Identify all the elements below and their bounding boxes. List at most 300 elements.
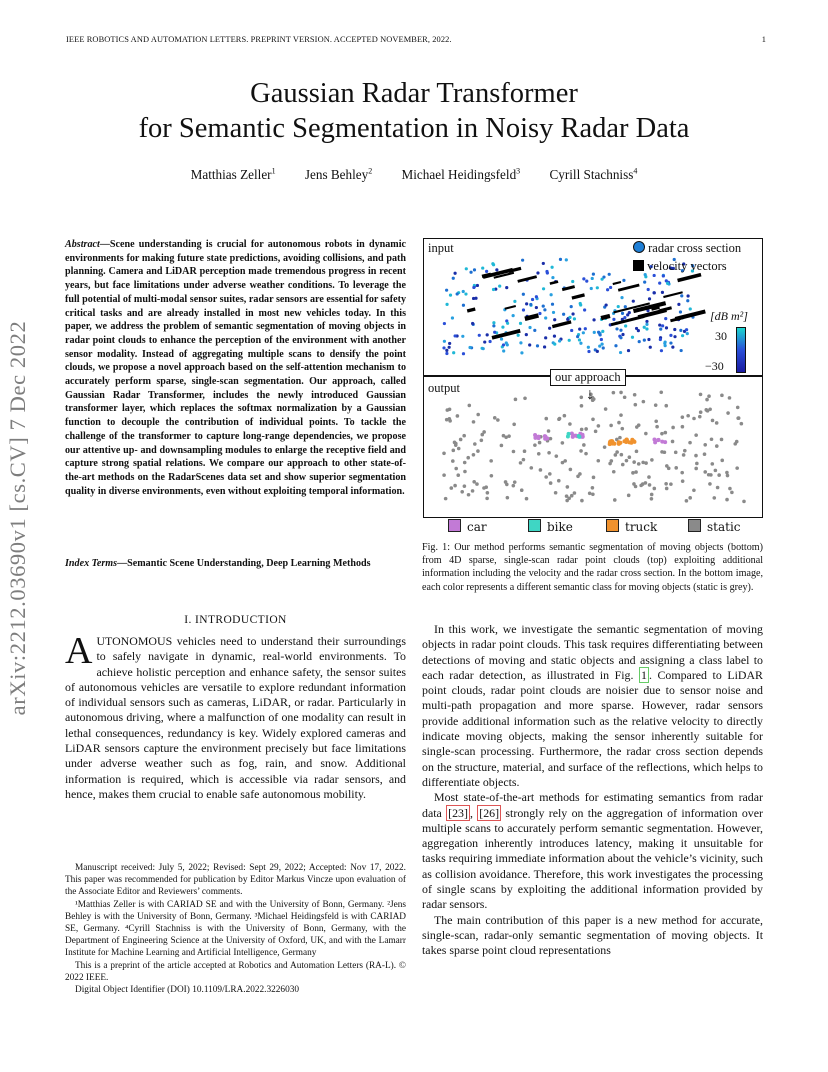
figure-reference-link[interactable]: 1 <box>641 667 647 682</box>
radar-point <box>653 274 656 277</box>
radar-point <box>658 282 661 285</box>
radar-point <box>502 349 505 352</box>
radar-point <box>559 258 562 261</box>
radar-point <box>454 334 457 337</box>
radar-point <box>677 303 680 306</box>
static-point <box>740 422 744 426</box>
static-point <box>463 470 467 474</box>
static-point <box>654 403 658 407</box>
static-point <box>493 416 497 420</box>
static-point <box>730 491 734 495</box>
static-point <box>650 493 654 497</box>
radar-point <box>558 339 561 342</box>
static-point <box>711 419 715 423</box>
radar-point <box>525 302 528 305</box>
static-point <box>644 481 648 485</box>
radar-point <box>673 328 676 331</box>
static-point <box>728 396 732 400</box>
radar-point <box>685 328 688 331</box>
author: Matthias Zeller$^1$ <box>190 167 276 183</box>
author: Michael Heidingsfeld$^3$ <box>401 167 521 183</box>
velocity-vector <box>572 295 585 298</box>
static-point <box>547 429 551 433</box>
footnote: Digital Object Identifier (DOI) 10.1109/LRA.2022.3226030 <box>75 985 300 996</box>
paragraph: The main contribution of this paper is a new method for accurate, single-scan, radar-only semantic segmentation of moving objects. It takes sparse point cloud representations <box>422 912 763 958</box>
radar-point <box>512 314 515 317</box>
legend-bike: bike <box>528 519 573 534</box>
static-point <box>720 459 724 463</box>
page-number: 1 <box>761 35 766 44</box>
radar-point <box>681 334 684 337</box>
radar-point <box>483 340 486 343</box>
radar-point <box>519 322 522 325</box>
static-point <box>596 459 600 463</box>
static-point <box>618 436 622 440</box>
static-point <box>674 466 678 470</box>
radar-point <box>445 303 448 306</box>
static-point <box>603 445 607 449</box>
radar-point <box>451 316 454 319</box>
radar-point <box>506 322 509 325</box>
legend-static: static <box>688 519 741 534</box>
static-point <box>462 434 466 438</box>
static-point <box>733 442 737 446</box>
radar-point <box>680 294 683 297</box>
radar-point <box>579 342 582 345</box>
radar-point <box>525 333 528 336</box>
static-point <box>688 441 692 445</box>
velocity-vector <box>678 275 701 281</box>
radar-point <box>662 274 665 277</box>
radar-point <box>619 336 622 339</box>
legend-rcs <box>633 241 741 256</box>
moving-object-point <box>632 439 636 443</box>
static-point <box>525 497 529 501</box>
radar-point <box>570 329 573 332</box>
static-point <box>537 452 541 456</box>
input-label: input <box>428 241 454 255</box>
static-point <box>565 499 569 503</box>
static-point <box>580 499 584 503</box>
radar-point <box>488 340 491 343</box>
static-point <box>620 427 624 431</box>
static-point <box>631 471 635 475</box>
static-point <box>568 422 572 426</box>
radar-point <box>591 277 594 280</box>
radar-point <box>545 270 548 273</box>
radar-point <box>587 350 590 353</box>
static-point <box>578 472 582 476</box>
radar-point <box>605 303 608 306</box>
radar-point <box>500 337 503 340</box>
static-point <box>442 451 446 455</box>
static-point <box>580 428 584 432</box>
static-point <box>604 407 608 411</box>
approach-label: our approach <box>550 369 626 386</box>
static-point <box>460 490 464 494</box>
radar-point <box>571 312 574 315</box>
radar-point <box>599 333 602 336</box>
static-point <box>617 421 621 425</box>
radar-point <box>571 280 574 283</box>
static-point <box>520 488 524 492</box>
static-point <box>570 494 574 498</box>
static-point <box>580 404 584 408</box>
radar-point <box>456 292 459 295</box>
radar-point <box>544 336 547 339</box>
static-point <box>539 468 543 472</box>
radar-point <box>582 277 585 280</box>
static-point <box>514 398 518 402</box>
radar-point <box>568 339 571 342</box>
static-point <box>707 394 711 398</box>
legend-rcs-label: radar cross section <box>648 241 742 255</box>
radar-point <box>643 281 646 284</box>
static-point <box>563 459 567 463</box>
radar-point <box>686 332 689 335</box>
radar-point <box>462 304 465 307</box>
radar-point <box>635 327 638 330</box>
static-point <box>667 467 671 471</box>
legend-velocity <box>633 259 727 274</box>
static-point <box>699 393 703 397</box>
static-point <box>681 415 685 419</box>
intro-text: UTONOMOUS vehicles need to understand their surroundings to safely navigate in dynamic, real-world environments. To achieve holistic perception and enhance safety, the sensor suites of autonomous vehicles are versatile to explore redundant information of individual sensors such as cameras, LiDAR, or radar. Particularly in autonomous driving, where a malfunction of one modality can result in lethal consequences, redundancy is key. Widely explored cameras and LiDAR sensors capture the environment precisely but face limitations under adverse weather such as fog, rain, and snow. Additional information is required, which is accessible via radar sensors, and hence, makes them crucial to enable safe autonomous mobility. <box>65 634 406 801</box>
radar-point <box>576 335 579 338</box>
radar-point <box>505 286 508 289</box>
static-point <box>610 459 614 463</box>
static-point <box>642 400 646 404</box>
static-point <box>565 494 569 498</box>
radar-point <box>627 349 630 352</box>
radar-point <box>553 343 556 346</box>
author: Cyrill Stachniss$^4$ <box>549 167 638 183</box>
static-point <box>664 482 668 486</box>
static-point <box>582 443 586 447</box>
radar-point <box>602 275 605 278</box>
static-point <box>519 461 523 465</box>
radar-point <box>495 268 498 271</box>
radar-point <box>601 330 604 333</box>
static-point <box>612 391 616 395</box>
static-point <box>592 476 596 480</box>
static-point <box>502 434 506 438</box>
radar-point <box>620 296 623 299</box>
radar-point <box>680 349 683 352</box>
radar-point <box>631 336 634 339</box>
static-point <box>557 479 561 483</box>
static-point <box>665 487 669 491</box>
static-point <box>523 449 527 453</box>
radar-point <box>542 262 545 265</box>
static-point <box>512 422 516 426</box>
static-point <box>442 473 446 477</box>
radar-point <box>445 349 448 352</box>
radar-point <box>649 346 652 349</box>
static-point <box>619 391 623 395</box>
radar-point <box>570 305 573 308</box>
static-point <box>597 424 601 428</box>
radar-point <box>481 266 484 269</box>
static-point <box>523 396 527 400</box>
radar-point <box>464 292 467 295</box>
radar-point <box>453 272 456 275</box>
static-point <box>463 484 467 488</box>
static-point <box>467 404 471 408</box>
static-point <box>726 411 730 415</box>
static-point <box>490 474 494 478</box>
radar-point <box>562 313 565 316</box>
static-point <box>471 489 475 493</box>
radar-point <box>645 327 648 330</box>
static-point <box>500 444 504 448</box>
static-point <box>683 449 687 453</box>
radar-point <box>686 294 689 297</box>
static-point <box>692 488 696 492</box>
static-point <box>737 416 741 420</box>
radar-point <box>679 310 682 313</box>
radar-point <box>638 340 641 343</box>
radar-point <box>486 333 489 336</box>
radar-point <box>448 346 451 349</box>
radar-point <box>478 334 481 337</box>
static-point <box>512 484 516 488</box>
static-point <box>566 485 570 489</box>
radar-point <box>602 346 605 349</box>
radar-point <box>543 308 546 311</box>
radar-point <box>665 326 668 329</box>
static-point <box>703 470 707 474</box>
static-point <box>635 425 639 429</box>
radar-point <box>550 293 553 296</box>
static-point <box>584 452 588 456</box>
moving-object-point <box>617 441 621 445</box>
static-point <box>703 443 707 447</box>
radar-point <box>624 305 627 308</box>
static-point <box>573 491 577 495</box>
static-point <box>454 442 458 446</box>
radar-point <box>590 287 593 290</box>
car-swatch-icon <box>448 519 461 532</box>
static-point <box>681 425 685 429</box>
static-point <box>654 419 658 423</box>
radar-point <box>600 338 603 341</box>
static-point <box>635 450 639 454</box>
radar-point <box>538 312 541 315</box>
static-point <box>548 472 552 476</box>
radar-point <box>491 262 494 265</box>
static-point <box>588 491 592 495</box>
velocity-vector <box>505 306 516 309</box>
static-point <box>484 485 488 489</box>
radar-point <box>608 273 611 276</box>
static-point <box>664 404 668 408</box>
radar-point <box>520 351 523 354</box>
velocity-vector <box>663 292 682 297</box>
static-point <box>720 394 724 398</box>
truck-swatch-icon <box>606 519 619 532</box>
static-point <box>628 455 632 459</box>
radar-point <box>632 300 635 303</box>
citation-link[interactable]: [23] <box>448 805 468 820</box>
static-point <box>561 441 565 445</box>
static-point <box>634 470 638 474</box>
static-swatch-icon <box>688 519 701 532</box>
radar-point <box>468 346 471 349</box>
radar-point <box>592 318 595 321</box>
radar-point <box>522 293 525 296</box>
static-point <box>485 497 489 501</box>
static-point <box>686 414 690 418</box>
static-point <box>725 471 729 475</box>
static-point <box>467 493 471 497</box>
static-point <box>456 473 460 477</box>
static-point <box>448 417 452 421</box>
static-point <box>715 421 719 425</box>
static-point <box>705 398 709 402</box>
radar-point <box>476 284 479 287</box>
static-point <box>620 453 624 457</box>
radar-point <box>587 346 590 349</box>
radar-point <box>671 345 674 348</box>
moving-object-point <box>652 437 656 441</box>
velocity-vector <box>482 274 491 276</box>
radar-point <box>542 287 545 290</box>
radar-point <box>585 279 588 282</box>
static-point <box>457 447 461 451</box>
static-point <box>472 453 476 457</box>
static-point <box>671 426 675 430</box>
radar-point <box>513 300 516 303</box>
static-point <box>555 454 559 458</box>
static-point <box>549 481 553 485</box>
static-point <box>463 461 467 465</box>
static-point <box>476 413 480 417</box>
radar-point <box>473 268 476 271</box>
static-point <box>449 486 453 490</box>
radar-point <box>552 311 555 314</box>
author: Jens Behley$^2$ <box>304 167 373 183</box>
static-point <box>694 433 698 437</box>
radar-point <box>443 322 446 325</box>
velocity-vector <box>613 282 621 284</box>
static-point <box>621 463 625 467</box>
radar-point <box>612 318 615 321</box>
radar-point <box>445 352 448 355</box>
radar-point <box>482 347 485 350</box>
static-point <box>489 459 493 463</box>
radar-point <box>551 266 554 269</box>
static-point <box>716 486 720 490</box>
radar-point <box>517 334 520 337</box>
moving-object-point <box>544 437 548 441</box>
static-point <box>591 417 595 421</box>
static-point <box>507 434 511 438</box>
static-point <box>633 393 637 397</box>
output-label: output <box>428 381 460 395</box>
radar-point <box>493 331 496 334</box>
radar-point <box>452 351 455 354</box>
radar-point <box>462 290 465 293</box>
static-point <box>496 418 500 422</box>
radar-point <box>664 340 667 343</box>
static-point <box>637 462 641 466</box>
section-heading: I. INTRODUCTION <box>184 614 287 626</box>
moving-object-point <box>608 439 612 443</box>
radar-point <box>679 329 682 332</box>
input-panel <box>423 238 763 376</box>
moving-object-point <box>657 438 661 442</box>
static-point <box>473 442 477 446</box>
radar-point <box>502 343 505 346</box>
radar-point <box>445 289 448 292</box>
radar-point <box>553 335 556 338</box>
velocity-vector <box>550 282 558 284</box>
footnote: ¹Matthias Zeller is with CARIAD SE and with the University of Bonn, Germany. ²Jens Behley is with the University of Bonn, Germany. ³Michael Heidingsfeld is with CARIAD SE, Germany. ⁴Cyrill Stachniss is with the University of Bonn, Germany, with the Department of Engineering Science at the University of Oxford, UK, and with the Lamarr Institute for Machine Learning and Artificial Intelligence, Germany <box>65 899 406 959</box>
static-point <box>709 473 713 477</box>
radar-point <box>535 295 538 298</box>
radar-point <box>582 331 585 334</box>
radar-point <box>593 331 596 334</box>
static-point <box>681 479 685 483</box>
static-point <box>480 438 484 442</box>
radar-point <box>614 344 617 347</box>
index-terms <box>65 557 406 571</box>
abstract <box>65 238 406 498</box>
static-point <box>669 482 673 486</box>
paragraph: Most state-of-the-art methods for estimating semantics from radar data [23] , [26] strongly rely on the aggregation of information over multiple scans to accurately perform semantic segmentation. However, aggregation inherently introduces latency, making it unsuitable for tasks requiring immediate information about the vehicle’s vicinity, such as collision avoidance. Therefore, this work investigates the processing of single scans by exploiting the additional information provided by radar sensors. <box>422 790 764 912</box>
static-point <box>451 459 455 463</box>
title-line-2: for Semantic Segmentation in Noisy Radar Data <box>138 113 690 144</box>
radar-point <box>465 267 468 270</box>
index-terms-label: Index Terms <box>65 558 118 569</box>
radar-point <box>542 305 545 308</box>
radar-point <box>659 328 662 331</box>
radar-point <box>673 335 676 338</box>
radar-point <box>472 286 475 289</box>
running-header <box>66 35 766 44</box>
static-point <box>466 456 470 460</box>
static-point <box>708 482 712 486</box>
velocity-vector <box>601 316 610 318</box>
static-point <box>648 483 652 487</box>
radar-point <box>583 308 586 311</box>
radar-point <box>648 297 651 300</box>
static-point <box>736 406 740 410</box>
static-point <box>692 417 696 421</box>
radar-point <box>689 307 692 310</box>
citation-link[interactable]: [26] <box>479 805 500 820</box>
static-point <box>694 467 698 471</box>
static-point <box>475 482 479 486</box>
radar-point <box>669 334 672 337</box>
static-point <box>544 475 548 479</box>
radar-point <box>647 338 650 341</box>
radar-point <box>472 297 475 300</box>
intro-paragraph <box>65 630 406 802</box>
static-point <box>459 438 463 442</box>
static-point <box>533 443 537 447</box>
moving-object-point <box>625 439 629 443</box>
radar-point <box>533 329 536 332</box>
static-point <box>688 496 692 500</box>
radar-point <box>615 327 618 330</box>
static-point <box>558 417 562 421</box>
static-point <box>650 458 654 462</box>
static-point <box>644 432 648 436</box>
static-point <box>663 450 667 454</box>
radar-point <box>609 286 612 289</box>
